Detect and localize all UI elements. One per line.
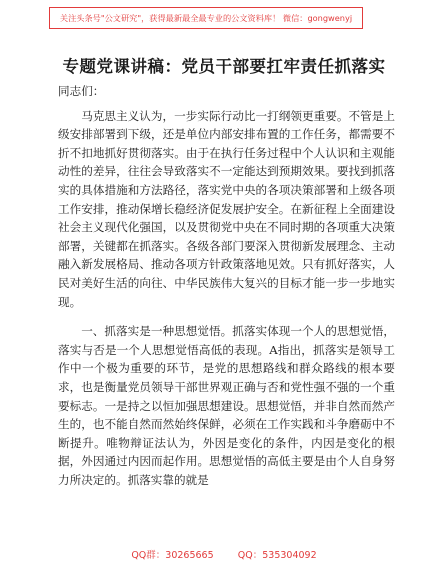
page-title: 专题党课讲稿：党员干部要扛牢责任抓落实: [62, 57, 386, 76]
paragraph-section-one: 一、抓落实是一种思想觉悟。抓落实体现一个人的思想觉悟，落实与否是一个人思想觉悟高低的表现。A指出，抓落实是领导工作中一个极为重要的环节，是党的思想路线和群众路线的根本要求，也是衡量党员领导干部世界观正确与否和党性强不强的一个重要标志。一是持之以恒加强思想建设。思想觉悟，并非自然而然产生的，也不能自然而然始终保鲜，必须在工作实践和斗争磨砺中不断提升。唯物辩证法认为，外因是变化的条件，内因是变化的根据，外因通过内因而起作用。思想觉悟的高低主要是由个人自身努力所决定的。抓落实靠的就是: [58, 324, 395, 487]
salutation: 同志们：: [58, 84, 105, 98]
paragraph-intro: 马克思主义认为，一步实际行动比一打纲领更重要。不管是上级安排部署到下级，还是单位内部安排布置的工作任务，都需要不折不扣地抓好贯彻落实。由于在执行任务过程中个人认识和主观能动性的差异，往往会导致落实不一定能达到预期效果。要找到抓落实的具体措施和方法路径，落实党中央的各项决策部署和上级各项工作安排，推动保增长稳经济促发展护安全。在新征程上全面建设社会主义现代化强国，以及贯彻党中央在不同时期的各项重大决策部署，关键都在抓落实。各级各部门要深入贯彻新发展理念、主动融入新发展格局、推动各项方针政策落地见效。只有抓好落实，人民对美好生活的向往、中华民族伟大复兴的目标才能一步一步地实现。: [58, 108, 395, 309]
document-body: [58, 82, 395, 489]
footer-contact: QQ群：30265665 QQ：535304092: [131, 550, 317, 561]
header-banner: 关注头条号"公文研究"，获得最新最全最专业的公文资料库！ 微信：gongwenyj: [49, 7, 363, 29]
